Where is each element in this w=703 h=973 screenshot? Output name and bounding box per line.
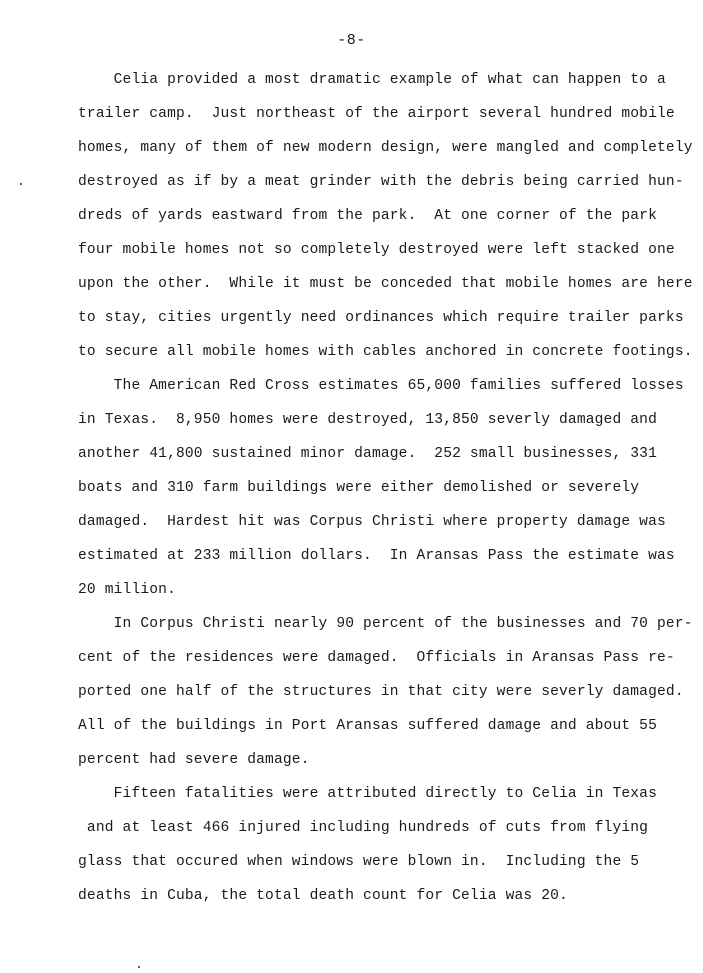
text-line: to secure all mobile homes with cables anchored in concrete footings. bbox=[78, 344, 693, 360]
scan-speck bbox=[138, 966, 140, 968]
text-line: All of the buildings in Port Aransas suffered damage and about 55 bbox=[78, 718, 657, 734]
text-line: in Texas. 8,950 homes were destroyed, 13,850 severly damaged and bbox=[78, 412, 657, 428]
text-line: cent of the residences were damaged. Officials in Aransas Pass re- bbox=[78, 650, 675, 666]
text-line: homes, many of them of new modern design, were mangled and completely bbox=[78, 140, 693, 156]
page-number: -8- bbox=[337, 32, 366, 49]
text-line: to stay, cities urgently need ordinances which require trailer parks bbox=[78, 310, 684, 326]
text-line: deaths in Cuba, the total death count for Celia was 20. bbox=[78, 888, 568, 904]
text-line: percent had severe damage. bbox=[78, 752, 310, 768]
text-line: destroyed as if by a meat grinder with the debris being carried hun- bbox=[78, 174, 684, 190]
text-line: estimated at 233 million dollars. In Aransas Pass the estimate was bbox=[78, 548, 675, 564]
text-line: boats and 310 farm buildings were either demolished or severely bbox=[78, 480, 640, 496]
text-line: and at least 466 injured including hundreds of cuts from flying bbox=[78, 820, 649, 836]
scan-speck bbox=[20, 183, 22, 185]
text-line: dreds of yards eastward from the park. At one corner of the park bbox=[78, 208, 657, 224]
text-line: glass that occured when windows were blown in. Including the 5 bbox=[78, 854, 640, 870]
text-line: Celia provided a most dramatic example of what can happen to a bbox=[78, 72, 666, 88]
text-line: trailer camp. Just northeast of the airport several hundred mobile bbox=[78, 106, 675, 122]
text-line: ported one half of the structures in that city were severly damaged. bbox=[78, 684, 684, 700]
text-line: The American Red Cross estimates 65,000 families suffered losses bbox=[78, 378, 684, 394]
text-line: Fifteen fatalities were attributed directly to Celia in Texas bbox=[78, 786, 657, 802]
text-line: four mobile homes not so completely destroyed were left stacked one bbox=[78, 242, 675, 258]
text-line: damaged. Hardest hit was Corpus Christi where property damage was bbox=[78, 514, 666, 530]
text-line: In Corpus Christi nearly 90 percent of the businesses and 70 per- bbox=[78, 616, 693, 632]
text-line: upon the other. While it must be conceded that mobile homes are here bbox=[78, 276, 693, 292]
text-line: another 41,800 sustained minor damage. 252 small businesses, 331 bbox=[78, 446, 657, 462]
text-line: 20 million. bbox=[78, 582, 176, 598]
